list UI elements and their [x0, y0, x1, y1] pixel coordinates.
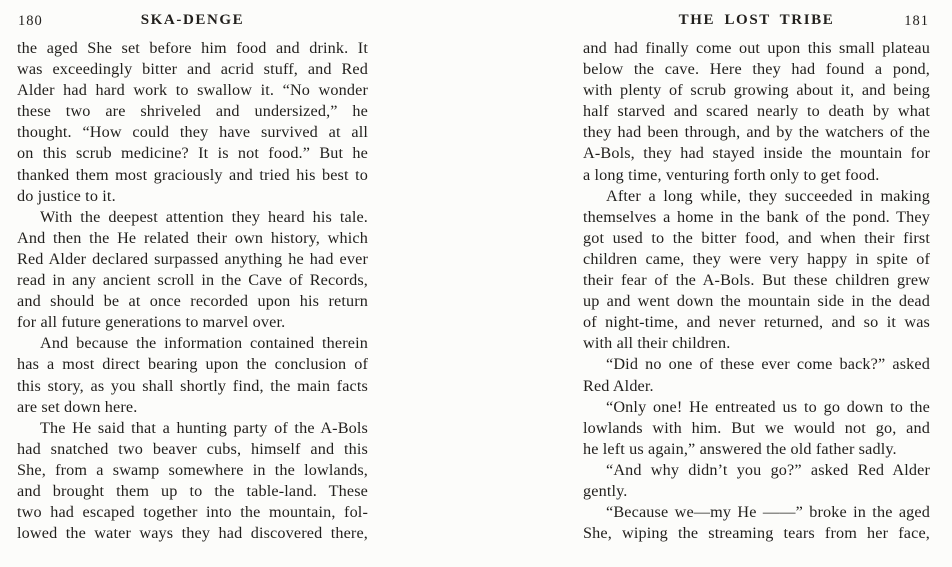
text-line: they had been through, and by the watchers of the	[583, 123, 930, 142]
text-line: gently.	[583, 481, 628, 500]
page-number-left: 180	[18, 13, 43, 29]
page-body-right	[583, 38, 930, 544]
text-line: their fear of the A-Bols. But these children grew	[583, 271, 930, 290]
text-line: read in any ancient scroll in the Cave of Records,	[17, 271, 368, 290]
text-line: this story, as you shall shortly find, the main facts	[17, 376, 368, 395]
page-right	[583, 12, 930, 544]
text-line: the aged She set before him food and drink. It	[17, 39, 368, 57]
text-line: And because the information contained therein	[40, 334, 368, 353]
text-line: and had finally come out upon this small plateau	[583, 39, 930, 57]
text-line: She, wiping the streaming tears from her face,	[583, 524, 930, 543]
text-line: “Because we—my He ——” broke in the aged	[606, 503, 930, 522]
text-line: And then the He related their own history, which	[17, 228, 368, 247]
text-line: thanked them most graciously and tried his best to	[17, 165, 368, 184]
text-line: The He said that a hunting party of the A-Bols	[40, 418, 368, 437]
text-line: Red Alder declared surpassed anything he had ever	[17, 249, 368, 268]
text-line: She, from a swamp somewhere in the lowlands,	[17, 460, 368, 479]
running-head-left	[17, 12, 368, 31]
text-line: With the deepest attention they heard his tale.	[40, 207, 368, 226]
text-line: thought. “How could they have survived at all	[17, 123, 368, 142]
text-line: Alder had hard work to swallow it. “No wonder	[17, 81, 368, 100]
page-number-right: 181	[904, 13, 929, 29]
page-left	[17, 12, 368, 544]
text-line: he left us again,” answered the old father sadly.	[583, 439, 897, 458]
text-line: a long time, venturing forth only to get food.	[583, 165, 880, 184]
text-line: has a most direct bearing upon the conclusion of	[17, 355, 368, 374]
text-line: on this scrub medicine? It is not food.” But he	[17, 144, 368, 163]
text-line: and should be at once recorded upon his return	[17, 292, 368, 311]
page-body-left	[17, 38, 368, 544]
text-line: got used to the bitter food, and when their first	[583, 228, 930, 247]
text-line: Red Alder.	[583, 376, 654, 395]
text-line: had snatched two beaver cubs, himself and this	[17, 439, 368, 458]
text-line: children came, they were very happy in spite of	[583, 249, 930, 268]
text-line: of night-time, and never returned, and so it was	[583, 313, 930, 332]
text-line: with all their children.	[583, 334, 731, 353]
text-line: are set down here.	[17, 397, 138, 416]
text-line: “And why didn’t you go?” asked Red Alder	[606, 460, 930, 479]
text-line: lowlands with him. But we would not go, and	[583, 418, 930, 437]
running-title-left: SKA-DENGE	[140, 12, 245, 28]
text-line: do justice to it.	[17, 186, 116, 205]
text-line: was exceedingly bitter and acrid stuff, and Red	[17, 60, 368, 79]
text-line: After a long while, they succeeded in making	[606, 186, 930, 205]
text-line: half starved and scared nearly to death by what	[583, 102, 930, 121]
running-head-right	[583, 12, 930, 31]
text-line: lowed the water ways they had discovered there,	[17, 524, 368, 543]
text-line: and brought them up to the table-land. These	[17, 481, 368, 500]
text-line: these two are shriveled and undersized,” he	[17, 102, 368, 121]
text-line: up and went down the mountain side in the dead	[583, 292, 930, 311]
text-line: “Did no one of these ever come back?” asked	[606, 355, 930, 374]
text-line: two had escaped together into the mountain, fol-	[17, 503, 368, 522]
text-line: for all future generations to marvel over.	[17, 313, 286, 332]
text-line: with plenty of scrub growing about it, and being	[583, 81, 930, 100]
text-line: themselves a home in the bank of the pond. They	[583, 207, 930, 226]
text-line: “Only one! He entreated us to go down to the	[606, 397, 930, 416]
text-line: below the cave. Here they had found a pond,	[583, 60, 930, 79]
text-line: A-Bols, they had stayed inside the mountain for	[583, 144, 930, 163]
running-title-right: THE LOST TRIBE	[678, 12, 835, 28]
